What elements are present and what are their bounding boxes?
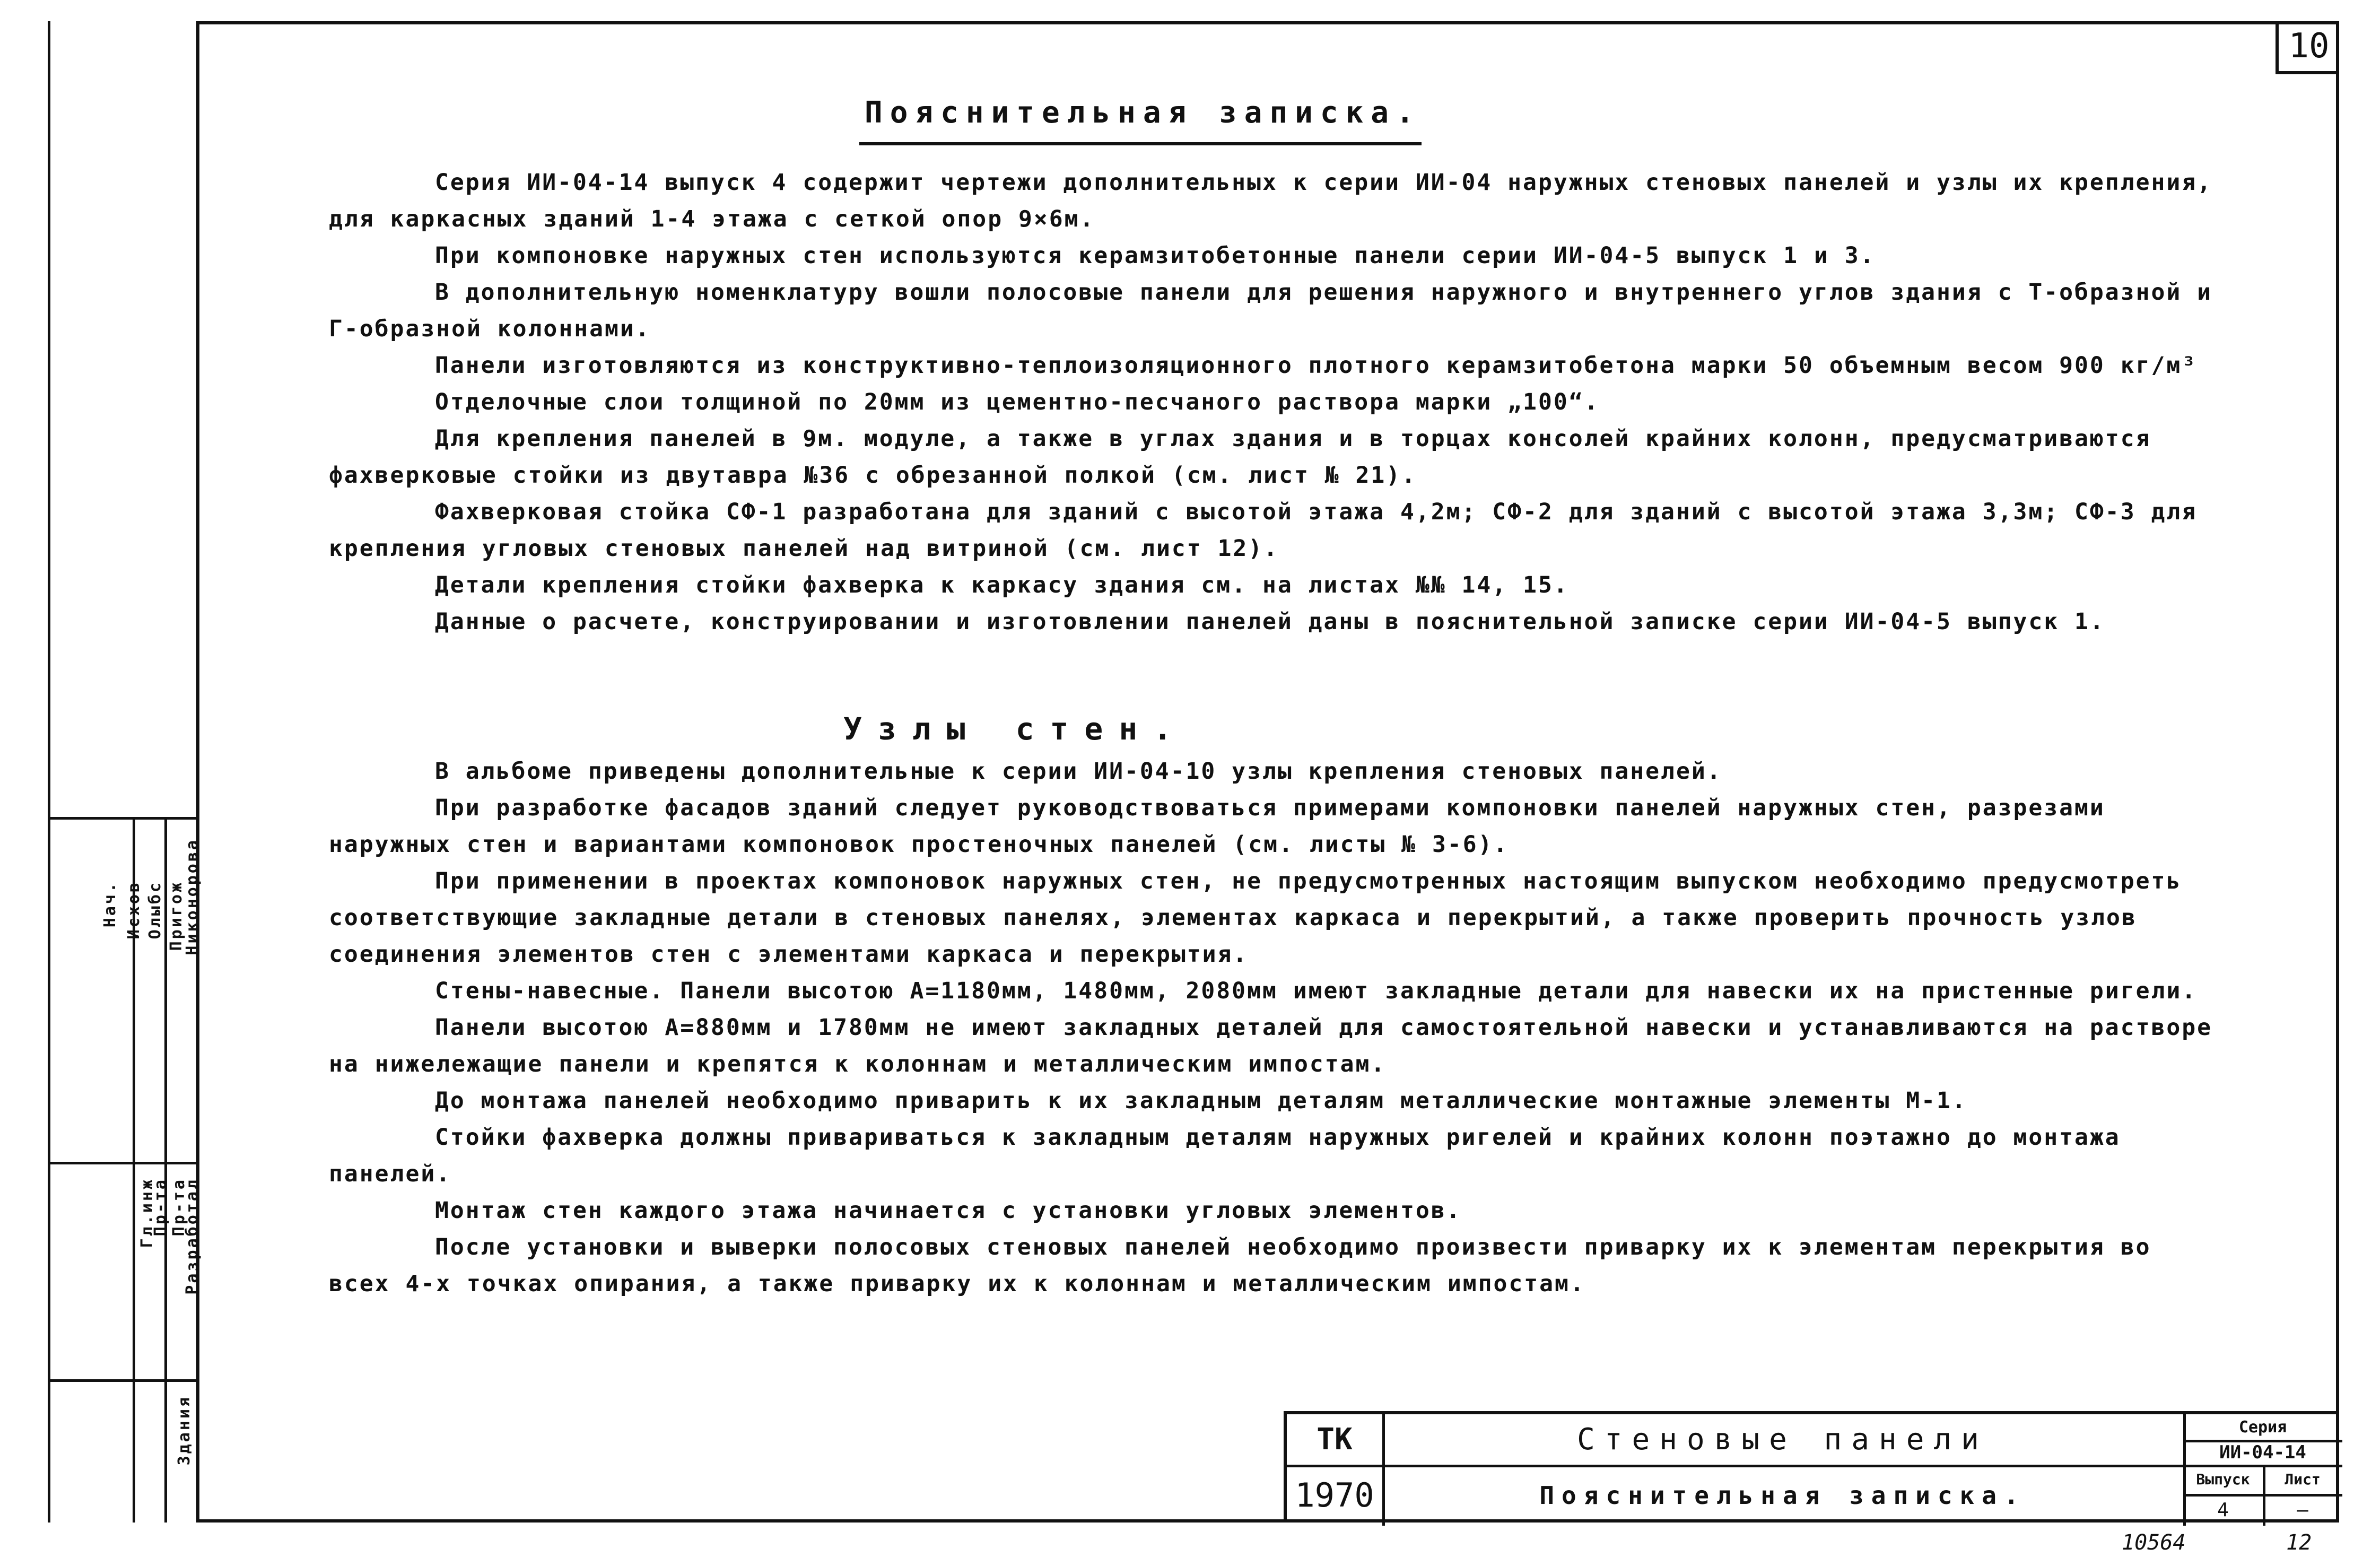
- paragraph: Для крепления панелей в 9м. модуле, а также в углах здания и в торцах консолей крайних колонн, предусматриваются фахверковые стойки из двутавра №36 с обрезанной полкой (см. лист № 21).: [329, 425, 2151, 489]
- paragraph: Детали крепления стойки фахверка к каркасу здания см. на листах №№ 14, 15.: [435, 572, 1569, 598]
- stamp-year: 1970: [1295, 1476, 1374, 1515]
- wall-nodes-text: [329, 753, 2217, 1302]
- sidebar-signature-4: Пригож: [167, 881, 186, 951]
- paragraph: Панели высотою А=880мм и 1780мм не имеют закладных деталей для самостоятельной навески и устанавливаются на растворе на нижележащие панели и крепятся к колоннам и металлическим импостам.: [329, 1014, 2213, 1077]
- sidebar-signature-5: Никонорова: [183, 838, 202, 955]
- paragraph: При применении в проектах компоновок наружных стен, не предусмотренных настоящим выпуском необходимо предусмотреть соответствующие закладные детали в стеновых панелях, элементах каркаса и перекрытий, а также проверить прочность узлов соединения элементов стен с элементами каркаса и перекрытия.: [329, 868, 2182, 968]
- paragraph: В альбоме приведены дополнительные к серии ИИ-04-10 узлы крепления стеновых панелей.: [435, 758, 1722, 785]
- margin-line: [48, 21, 50, 1522]
- sidebar-signature-1: Нач.: [101, 881, 119, 928]
- paragraph: Монтаж стен каждого этажа начинается с установки угловых элементов.: [435, 1197, 1462, 1224]
- stamp-issue-label: Выпуск: [2196, 1471, 2250, 1488]
- paragraph: Стены-навесные. Панели высотою А=1180мм, 1480мм, 2080мм имеют закладные детали для навески их на пристенные ригели.: [435, 978, 2198, 1004]
- archive-number: 10564: [2122, 1530, 2186, 1555]
- stamp-sheet-label: Лист: [2285, 1471, 2321, 1488]
- paragraph: Отделочные слои толщиной по 20мм из цементно-песчаного раствора марки „100“.: [435, 389, 1600, 415]
- sidebar-signature-6: Гл.инж: [138, 1178, 156, 1248]
- stamp-drawing-name: Стеновые панели: [1577, 1422, 1989, 1457]
- paragraph: Панели изготовляются из конструктивно-теплоизоляционного плотного керамзитобетона марки 50 объемным весом 900 кг/м³: [435, 352, 2198, 379]
- sidebar-signature-9: Разработал: [183, 1178, 202, 1295]
- paragraph: Фахверковая стойка СФ-1 разработана для зданий с высотой этажа 4,2м; СФ-2 для зданий с высотой этажа 3,3м; СФ-3 для крепления угловых стеновых панелей над витриной (см. лист 12).: [329, 499, 2198, 562]
- paragraph: В дополнительную номенклатуру вошли полосовые панели для решения наружного и внутреннего углов здания с Т-образной и Г-образной колоннами.: [329, 279, 2213, 342]
- margin-divider: [48, 1162, 199, 1164]
- stamp-issue-value: 4: [2217, 1499, 2229, 1521]
- paragraph: Стойки фахверка должны привариваться к закладным деталям наружных ригелей и крайних колонн поэтажно до монтажа панелей.: [329, 1124, 2121, 1187]
- margin-divider: [48, 1379, 199, 1382]
- sidebar-signature-3: Олыбс: [146, 881, 164, 939]
- paragraph: Серия ИИ-04-14 выпуск 4 содержит чертежи дополнительных к серии ИИ-04 наружных стеновых панелей и узлы их крепления, для каркасных зданий 1-4 этажа с сеткой опор 9×6м.: [329, 169, 2213, 232]
- margin-divider: [48, 817, 199, 820]
- sidebar-signature-8: Пр-та: [170, 1178, 188, 1237]
- paragraph: До монтажа панелей необходимо приварить к их закладным деталям металлические монтажные элементы М-1.: [435, 1088, 1967, 1114]
- section-heading: Узлы стен.: [843, 711, 1188, 747]
- left-margin-strip: [32, 21, 202, 1522]
- page-number: 10: [2276, 21, 2339, 74]
- stamp-organization: ТК: [1317, 1422, 1353, 1457]
- sidebar-signature-10: Здания: [175, 1395, 194, 1466]
- document-title: Пояснительная записка.: [865, 95, 1422, 130]
- title-underline: [859, 142, 1422, 145]
- paragraph: После установки и выверки полосовых стеновых панелей необходимо произвести приварку их к элементам перекрытия во всех 4-х точках опирания, а также приварку их к колоннам и металлическим импостам.: [329, 1234, 2151, 1297]
- stamp-series-value: ИИ-04-14: [2219, 1441, 2306, 1463]
- paragraph: Данные о расчете, конструировании и изготовлении панелей даны в пояснительной записке серии ИИ-04-5 выпуск 1.: [435, 608, 2105, 635]
- paragraph: При разработке фасадов зданий следует руководствоваться примерами компоновки панелей наружных стен, разрезами наружных стен и вариантами компоновок простеночных панелей (см. листы № 3-6).: [329, 795, 2105, 858]
- stamp-series-label: Серия: [2238, 1417, 2287, 1437]
- footer-page-number: 12: [2286, 1530, 2312, 1555]
- title-block: [1284, 1411, 2339, 1522]
- sidebar-signature-7: Пр-та: [151, 1178, 170, 1237]
- paragraph: При компоновке наружных стен используются керамзитобетонные панели серии ИИ-04-5 выпуск 1 и 3.: [435, 242, 1876, 269]
- explanatory-text: [329, 164, 2217, 640]
- stamp-document-name: Пояснительная записка.: [1539, 1481, 2026, 1510]
- sidebar-signature-2: Исхов: [125, 881, 143, 939]
- stamp-sheet-value: —: [2297, 1499, 2308, 1521]
